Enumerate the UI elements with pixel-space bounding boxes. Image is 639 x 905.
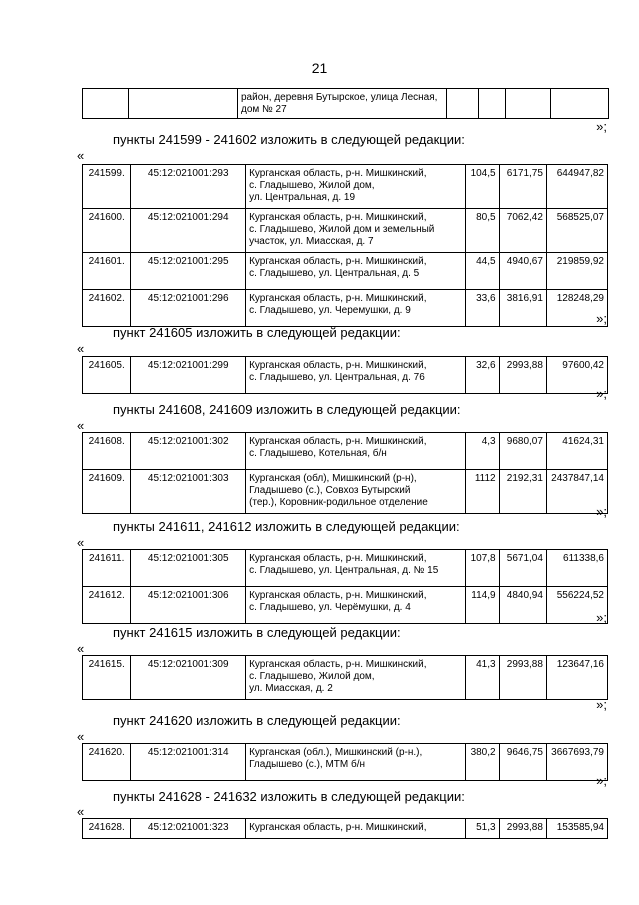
address-line: с. Гладышево, Жилой дом, (249, 671, 375, 682)
address-line: с. Гладышево, ул. Центральная, д. 76 (249, 372, 425, 383)
opening-quote: « (77, 148, 85, 163)
rate-cell: 2192,31 (499, 470, 546, 514)
table-row (83, 290, 608, 327)
item-number-cell: 241602. (83, 290, 131, 327)
rate-cell: 2993,88 (499, 819, 546, 839)
address-cell (246, 253, 466, 290)
item-number-cell: 241600. (83, 209, 131, 253)
address-line: с. Гладышево, ул. Черёмушки, д. 4 (249, 602, 411, 613)
opening-quote: « (77, 535, 85, 550)
total-cell: 97600,42 (546, 357, 607, 394)
amendment-intro: пункт 241620 изложить в следующей редакции: (113, 713, 401, 728)
address-line: район, деревня Бутырское, улица Лесная, (241, 92, 438, 103)
property-table (82, 743, 608, 781)
rate-cell: 9646,75 (499, 744, 546, 781)
area-cell: 4,3 (465, 433, 499, 470)
table-row (83, 550, 608, 587)
address-cell (246, 357, 466, 394)
total-cell: 2437847,14 (546, 470, 607, 514)
address-line: с. Гладышево, ул. Центральная, д. 5 (249, 268, 420, 279)
cadastral-number-cell: 45:12:021001:306 (131, 587, 246, 624)
address-line: Курганская область, р-н. Мишкинский, (249, 293, 427, 304)
item-number-cell: 241608. (83, 433, 131, 470)
cadastral-number-cell: 45:12:021001:305 (131, 550, 246, 587)
address-line: ул. Центральная, д. 19 (249, 192, 356, 203)
total-cell: 611338,6 (546, 550, 607, 587)
address-line: Курганская область, р-н. Мишкинский, (249, 168, 427, 179)
item-number-cell: 241615. (83, 656, 131, 700)
property-table (82, 549, 608, 624)
area-cell: 80,5 (465, 209, 499, 253)
cadastral-number-cell: 45:12:021001:296 (131, 290, 246, 327)
address-line: (тер.), Коровник-родильное отделение (249, 497, 428, 508)
address-line: Курганская область, р-н. Мишкинский, (249, 659, 427, 670)
table-row (83, 744, 608, 781)
cadastral-number-cell: 45:12:021001:295 (131, 253, 246, 290)
table-row (83, 165, 608, 209)
table-row (83, 656, 608, 700)
property-table (82, 432, 608, 514)
amendment-intro: пункты 241628 - 241632 изложить в следующей редакции: (113, 789, 465, 804)
item-number-cell: 241612. (83, 587, 131, 624)
item-number-cell: 241605. (83, 357, 131, 394)
top-fragment-table (82, 88, 609, 119)
closing-quote: »; (596, 504, 607, 519)
rate-cell: 2993,88 (499, 357, 546, 394)
rate-cell: 5671,04 (499, 550, 546, 587)
total-cell: 41624,31 (546, 433, 607, 470)
address-cell (246, 587, 466, 624)
empty-cell (479, 89, 506, 119)
area-cell: 41,3 (465, 656, 499, 700)
empty-cell (83, 89, 129, 119)
address-cell (238, 89, 447, 119)
rate-cell: 6171,75 (499, 165, 546, 209)
address-cell (246, 470, 466, 514)
empty-cell (506, 89, 551, 119)
item-number-cell: 241611. (83, 550, 131, 587)
address-cell (246, 209, 466, 253)
address-line: Курганская область, р-н. Мишкинский, (249, 212, 427, 223)
address-line: с. Гладышево, Котельная, б/н (249, 448, 387, 459)
amendment-intro: пункт 241605 изложить в следующей редакции: (113, 325, 401, 340)
address-line: Гладышево (с.), МТМ б/н (249, 759, 366, 770)
total-cell: 556224,52 (546, 587, 607, 624)
cadastral-number-cell: 45:12:021001:294 (131, 209, 246, 253)
cadastral-number-cell: 45:12:021001:302 (131, 433, 246, 470)
total-cell: 123647,16 (546, 656, 607, 700)
item-number-cell: 241609. (83, 470, 131, 514)
item-number-cell: 241628. (83, 819, 131, 839)
address-line: Гладышево (с.), Совхоз Бутырский (249, 485, 411, 496)
property-table (82, 818, 608, 839)
empty-cell (447, 89, 479, 119)
address-line: Курганская область, р-н. Мишкинский, (249, 436, 427, 447)
closing-quote: »; (596, 610, 607, 625)
area-cell: 32,6 (465, 357, 499, 394)
empty-cell (551, 89, 609, 119)
table-row (83, 470, 608, 514)
address-line: дом № 27 (241, 104, 287, 115)
area-cell: 44,5 (465, 253, 499, 290)
area-cell: 107,8 (465, 550, 499, 587)
area-cell: 380,2 (465, 744, 499, 781)
property-table (82, 356, 608, 394)
cadastral-number-cell: 45:12:021001:299 (131, 357, 246, 394)
item-number-cell: 241601. (83, 253, 131, 290)
opening-quote: « (77, 641, 85, 656)
address-cell (246, 819, 466, 839)
address-cell (246, 744, 466, 781)
address-cell (246, 550, 466, 587)
amendment-intro: пункты 241599 - 241602 изложить в следующей редакции: (113, 132, 465, 147)
total-cell: 568525,07 (546, 209, 607, 253)
total-cell: 219859,92 (546, 253, 607, 290)
address-line: Курганская область, р-н. Мишкинский, (249, 360, 427, 371)
address-line: Курганская (обл.), Мишкинский (р-н.), (249, 747, 423, 758)
closing-quote: »; (596, 386, 607, 401)
empty-cell (129, 89, 238, 119)
table-row (83, 253, 608, 290)
address-line: с. Гладышево, ул. Черемушки, д. 9 (249, 305, 411, 316)
item-number-cell: 241599. (83, 165, 131, 209)
table-row (83, 209, 608, 253)
address-cell (246, 656, 466, 700)
closing-quote: »; (596, 773, 607, 788)
area-cell: 104,5 (465, 165, 499, 209)
address-line: Курганская область, р-н. Мишкинский, (249, 256, 427, 267)
table-row (83, 433, 608, 470)
address-line: Курганская область, р-н. Мишкинский, (249, 553, 427, 564)
item-number-cell: 241620. (83, 744, 131, 781)
rate-cell: 9680,07 (499, 433, 546, 470)
address-line: с. Гладышево, Жилой дом, (249, 180, 375, 191)
amendment-intro: пункт 241615 изложить в следующей редакции: (113, 625, 401, 640)
property-table (82, 164, 608, 327)
cadastral-number-cell: 45:12:021001:309 (131, 656, 246, 700)
address-cell (246, 433, 466, 470)
rate-cell: 3816,91 (499, 290, 546, 327)
cadastral-number-cell: 45:12:021001:303 (131, 470, 246, 514)
opening-quote: « (77, 341, 85, 356)
closing-quote: »; (596, 697, 607, 712)
address-line: Курганская область, р-н. Мишкинский, (249, 590, 427, 601)
table-row (83, 587, 608, 624)
cadastral-number-cell: 45:12:021001:323 (131, 819, 246, 839)
table-row (83, 357, 608, 394)
property-table (82, 655, 608, 700)
closing-quote: »; (596, 119, 607, 134)
cadastral-number-cell: 45:12:021001:293 (131, 165, 246, 209)
amendment-intro: пункты 241608, 241609 изложить в следующей редакции: (113, 402, 461, 417)
table-row (83, 819, 608, 839)
total-cell: 3667693,79 (546, 744, 607, 781)
table-row (83, 89, 609, 119)
total-cell: 128248,29 (546, 290, 607, 327)
rate-cell: 4840,94 (499, 587, 546, 624)
rate-cell: 2993,88 (499, 656, 546, 700)
rate-cell: 4940,67 (499, 253, 546, 290)
area-cell: 1112 (465, 470, 499, 514)
area-cell: 33,6 (465, 290, 499, 327)
area-cell: 114,9 (465, 587, 499, 624)
address-cell (246, 165, 466, 209)
opening-quote: « (77, 804, 85, 819)
cadastral-number-cell: 45:12:021001:314 (131, 744, 246, 781)
address-line: Курганская область, р-н. Мишкинский, (249, 822, 427, 833)
total-cell: 153585,94 (546, 819, 607, 839)
rate-cell: 7062,42 (499, 209, 546, 253)
address-line: участок, ул. Миасская, д. 7 (249, 236, 374, 247)
amendment-intro: пункты 241611, 241612 изложить в следующей редакции: (113, 519, 460, 534)
address-line: Курганская (обл), Мишкинский (р-н), (249, 473, 417, 484)
address-cell (246, 290, 466, 327)
area-cell: 51,3 (465, 819, 499, 839)
address-line: с. Гладышево, ул. Центральная, д. № 15 (249, 565, 439, 576)
address-line: ул. Миасская, д. 2 (249, 683, 333, 694)
opening-quote: « (77, 729, 85, 744)
opening-quote: « (77, 418, 85, 433)
closing-quote: »; (596, 311, 607, 326)
total-cell: 644947,82 (546, 165, 607, 209)
page-number: 21 (311, 60, 328, 76)
address-line: с. Гладышево, Жилой дом и земельный (249, 224, 435, 235)
